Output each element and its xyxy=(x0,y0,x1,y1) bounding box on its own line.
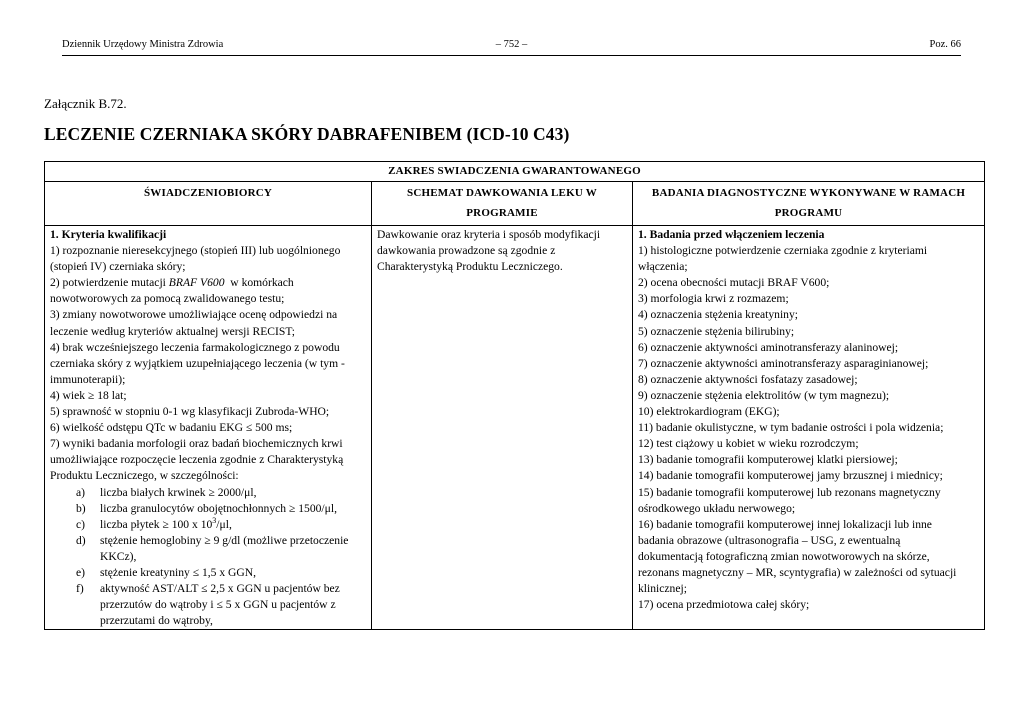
position-number: Poz. 66 xyxy=(929,39,961,50)
page-header xyxy=(62,37,961,56)
diagnostic-line: 3) morfologia krwi z rozmazem; xyxy=(638,292,789,306)
dosing-line: Charakterystyką Produktu Leczniczego. xyxy=(377,260,563,274)
diagnostic-line: włączenia; xyxy=(638,260,688,274)
diagnostic-line: ośrodkowego układu nerwowego; xyxy=(638,501,796,515)
criterion-line xyxy=(50,275,366,291)
lab-criterion-c xyxy=(50,517,366,533)
criterion-line: 1) rozpoznanie nieresekcyjnego (stopień III) lub uogólnionego xyxy=(50,244,341,258)
sub-text: przerzutów do wątroby i ≤ 5 x GGN u pacjentów z xyxy=(100,598,336,612)
sub-text: stężenie hemoglobiny ≥ 9 g/dl (możliwe przetoczenie xyxy=(100,533,349,547)
sub-label: f) xyxy=(76,582,84,596)
criterion-text: 2) potwierdzenie mutacji xyxy=(50,276,169,290)
sub-label: d) xyxy=(76,533,86,547)
diagnostic-line: 11) badanie okulistyczne, w tym badanie ostrości i pola widzenia; xyxy=(638,421,944,435)
column-header-beneficiaries: ŚWIADCZENIOBIORCY xyxy=(45,182,372,226)
sub-text: liczba białych krwinek ≥ 2000/μl, xyxy=(100,485,257,499)
criterion-line: 4) wiek ≥ 18 lat; xyxy=(50,388,127,402)
sub-label: e) xyxy=(76,565,86,579)
exponent: 3 xyxy=(212,515,217,525)
qualification-heading: 1. Kryteria kwalifikacji xyxy=(50,228,167,241)
document-title: LECZENIE CZERNIAKA SKÓRY DABRAFENIBEM (ICD-10 C43) xyxy=(44,124,570,144)
diagnostic-line: 6) oznaczenie aktywności aminotransferazy alaninowej; xyxy=(638,340,899,354)
criterion-text: w komórkach xyxy=(224,276,294,290)
diagnostic-line: 2) ocena obecności mutacji BRAF V600; xyxy=(638,276,830,290)
lab-criterion-d xyxy=(50,533,366,565)
diagnostic-line: klinicznej; xyxy=(638,582,687,596)
beneficiaries-cell xyxy=(45,226,372,630)
scope-header: ZAKRES SWIADCZENIA GWARANTOWANEGO xyxy=(45,162,985,182)
diagnostic-line: 17) ocena przedmiotowa całej skóry; xyxy=(638,598,810,612)
lab-criterion-f xyxy=(50,581,366,629)
sub-text: przerzutami do wątroby, xyxy=(100,614,213,628)
diagnostic-line: badania obrazowe (ultrasonografia – USG, z ewentualną xyxy=(638,533,901,547)
sub-label: c) xyxy=(76,517,86,531)
sub-label: a) xyxy=(76,485,86,499)
journal-name: Dziennik Urzędowy Ministra Zdrowia xyxy=(62,39,224,50)
diagnostic-line: 5) oznaczenie stężenia bilirubiny; xyxy=(638,324,795,338)
diagnostics-cell xyxy=(633,226,985,630)
criterion-line: Produktu Leczniczego, w szczególności: xyxy=(50,469,239,483)
dosing-cell xyxy=(372,226,633,630)
sub-text: KKCz), xyxy=(100,549,137,563)
sub-text: stężenie kreatyniny ≤ 1,5 x GGN, xyxy=(100,565,257,579)
diagnostic-line: 7) oznaczenie aktywności aminotransferazy asparaginianowej; xyxy=(638,356,929,370)
diagnostic-line: dokumentacją fotograficzną zmian nowotworowych na skórze, xyxy=(638,549,930,563)
criterion-line: 6) wielkość odstępu QTc w badaniu EKG ≤ 500 ms; xyxy=(50,421,293,435)
criterion-line: 3) zmiany nowotworowe umożliwiające ocenę odpowiedzi na xyxy=(50,308,338,322)
diagnostics-heading: 1. Badania przed włączeniem leczenia xyxy=(638,228,825,241)
diagnostic-line: 12) test ciążowy u kobiet w wieku rozrodczym; xyxy=(638,437,859,451)
lab-criterion-b xyxy=(50,501,366,517)
diagnostic-line: 15) badanie tomografii komputerowej lub rezonans magnetyczny xyxy=(638,485,941,499)
lab-criterion-a xyxy=(50,485,366,501)
diagnostic-line: 1) histologiczne potwierdzenie czerniaka zgodnie z kryteriami xyxy=(638,244,928,258)
diagnostic-line: 4) oznaczenia stężenia kreatyniny; xyxy=(638,308,798,322)
page-number: – 752 – xyxy=(495,39,528,50)
column-header-diagnostics: BADANIA DIAGNOSTYCZNE WYKONYWANE W RAMACH PROGRAMU xyxy=(633,182,985,226)
criterion-line: 7) wyniki badania morfologii oraz badań biochemicznych krwi xyxy=(50,437,343,451)
diagnostic-line: 14) badanie tomografii komputerowej jamy brzusznej i miednicy; xyxy=(638,469,943,483)
column-header-dosing: SCHEMAT DAWKOWANIA LEKU W PROGRAMIE xyxy=(372,182,633,226)
program-table xyxy=(44,161,985,630)
criterion-line: umożliwiające rozpoczęcie leczenia zgodnie z Charakterystyką xyxy=(50,453,344,467)
dosing-line: dawkowania prowadzone są zgodnie z xyxy=(377,244,556,258)
sub-text: liczba granulocytów obojętnochłonnych ≥ 1500/μl, xyxy=(100,501,337,515)
mutation-name: BRAF V600 xyxy=(168,276,225,290)
sub-text-part: liczba płytek ≥ 100 x 10 xyxy=(100,517,213,531)
criterion-line: (stopień IV) czerniaka skóry; xyxy=(50,260,186,274)
diagnostic-line: 16) badanie tomografii komputerowej innej lokalizacji lub inne xyxy=(638,517,932,531)
criterion-line: czerniaka skóry z wyjątkiem uzupełniającego leczenia (w tym - xyxy=(50,356,345,370)
lab-criterion-e xyxy=(50,565,366,581)
sub-label: b) xyxy=(76,501,86,515)
criterion-line: leczenie według kryteriów aktualnej wersji RECIST; xyxy=(50,324,296,338)
criterion-line: immunoterapii); xyxy=(50,372,126,386)
criterion-line: nowotworowych za pomocą zwalidowanego testu; xyxy=(50,292,285,306)
diagnostic-line: 8) oznaczenie aktywności fosfatazy zasadowej; xyxy=(638,372,858,386)
sub-text-part: /μl, xyxy=(216,517,232,531)
annex-label: Załącznik B.72. xyxy=(44,96,127,111)
sub-text: aktywność AST/ALT ≤ 2,5 x GGN u pacjentów bez xyxy=(100,582,340,596)
sub-text xyxy=(100,517,366,533)
criterion-line: 4) brak wcześniejszego leczenia farmakologicznego z powodu xyxy=(50,340,340,354)
dosing-line: Dawkowanie oraz kryteria i sposób modyfikacji xyxy=(377,228,601,241)
diagnostic-line: 13) badanie tomografii komputerowej klatki piersiowej; xyxy=(638,453,898,467)
diagnostic-line: 10) elektrokardiogram (EKG); xyxy=(638,405,780,419)
diagnostic-line: 9) oznaczenie stężenia elektrolitów (w tym magnezu); xyxy=(638,388,890,402)
criterion-line: 5) sprawność w stopniu 0-1 wg klasyfikacji Zubroda-WHO; xyxy=(50,405,330,419)
diagnostic-line: rezonans magnetyczny – MR, scyntygrafia) w zależności od sytuacji xyxy=(638,565,957,579)
